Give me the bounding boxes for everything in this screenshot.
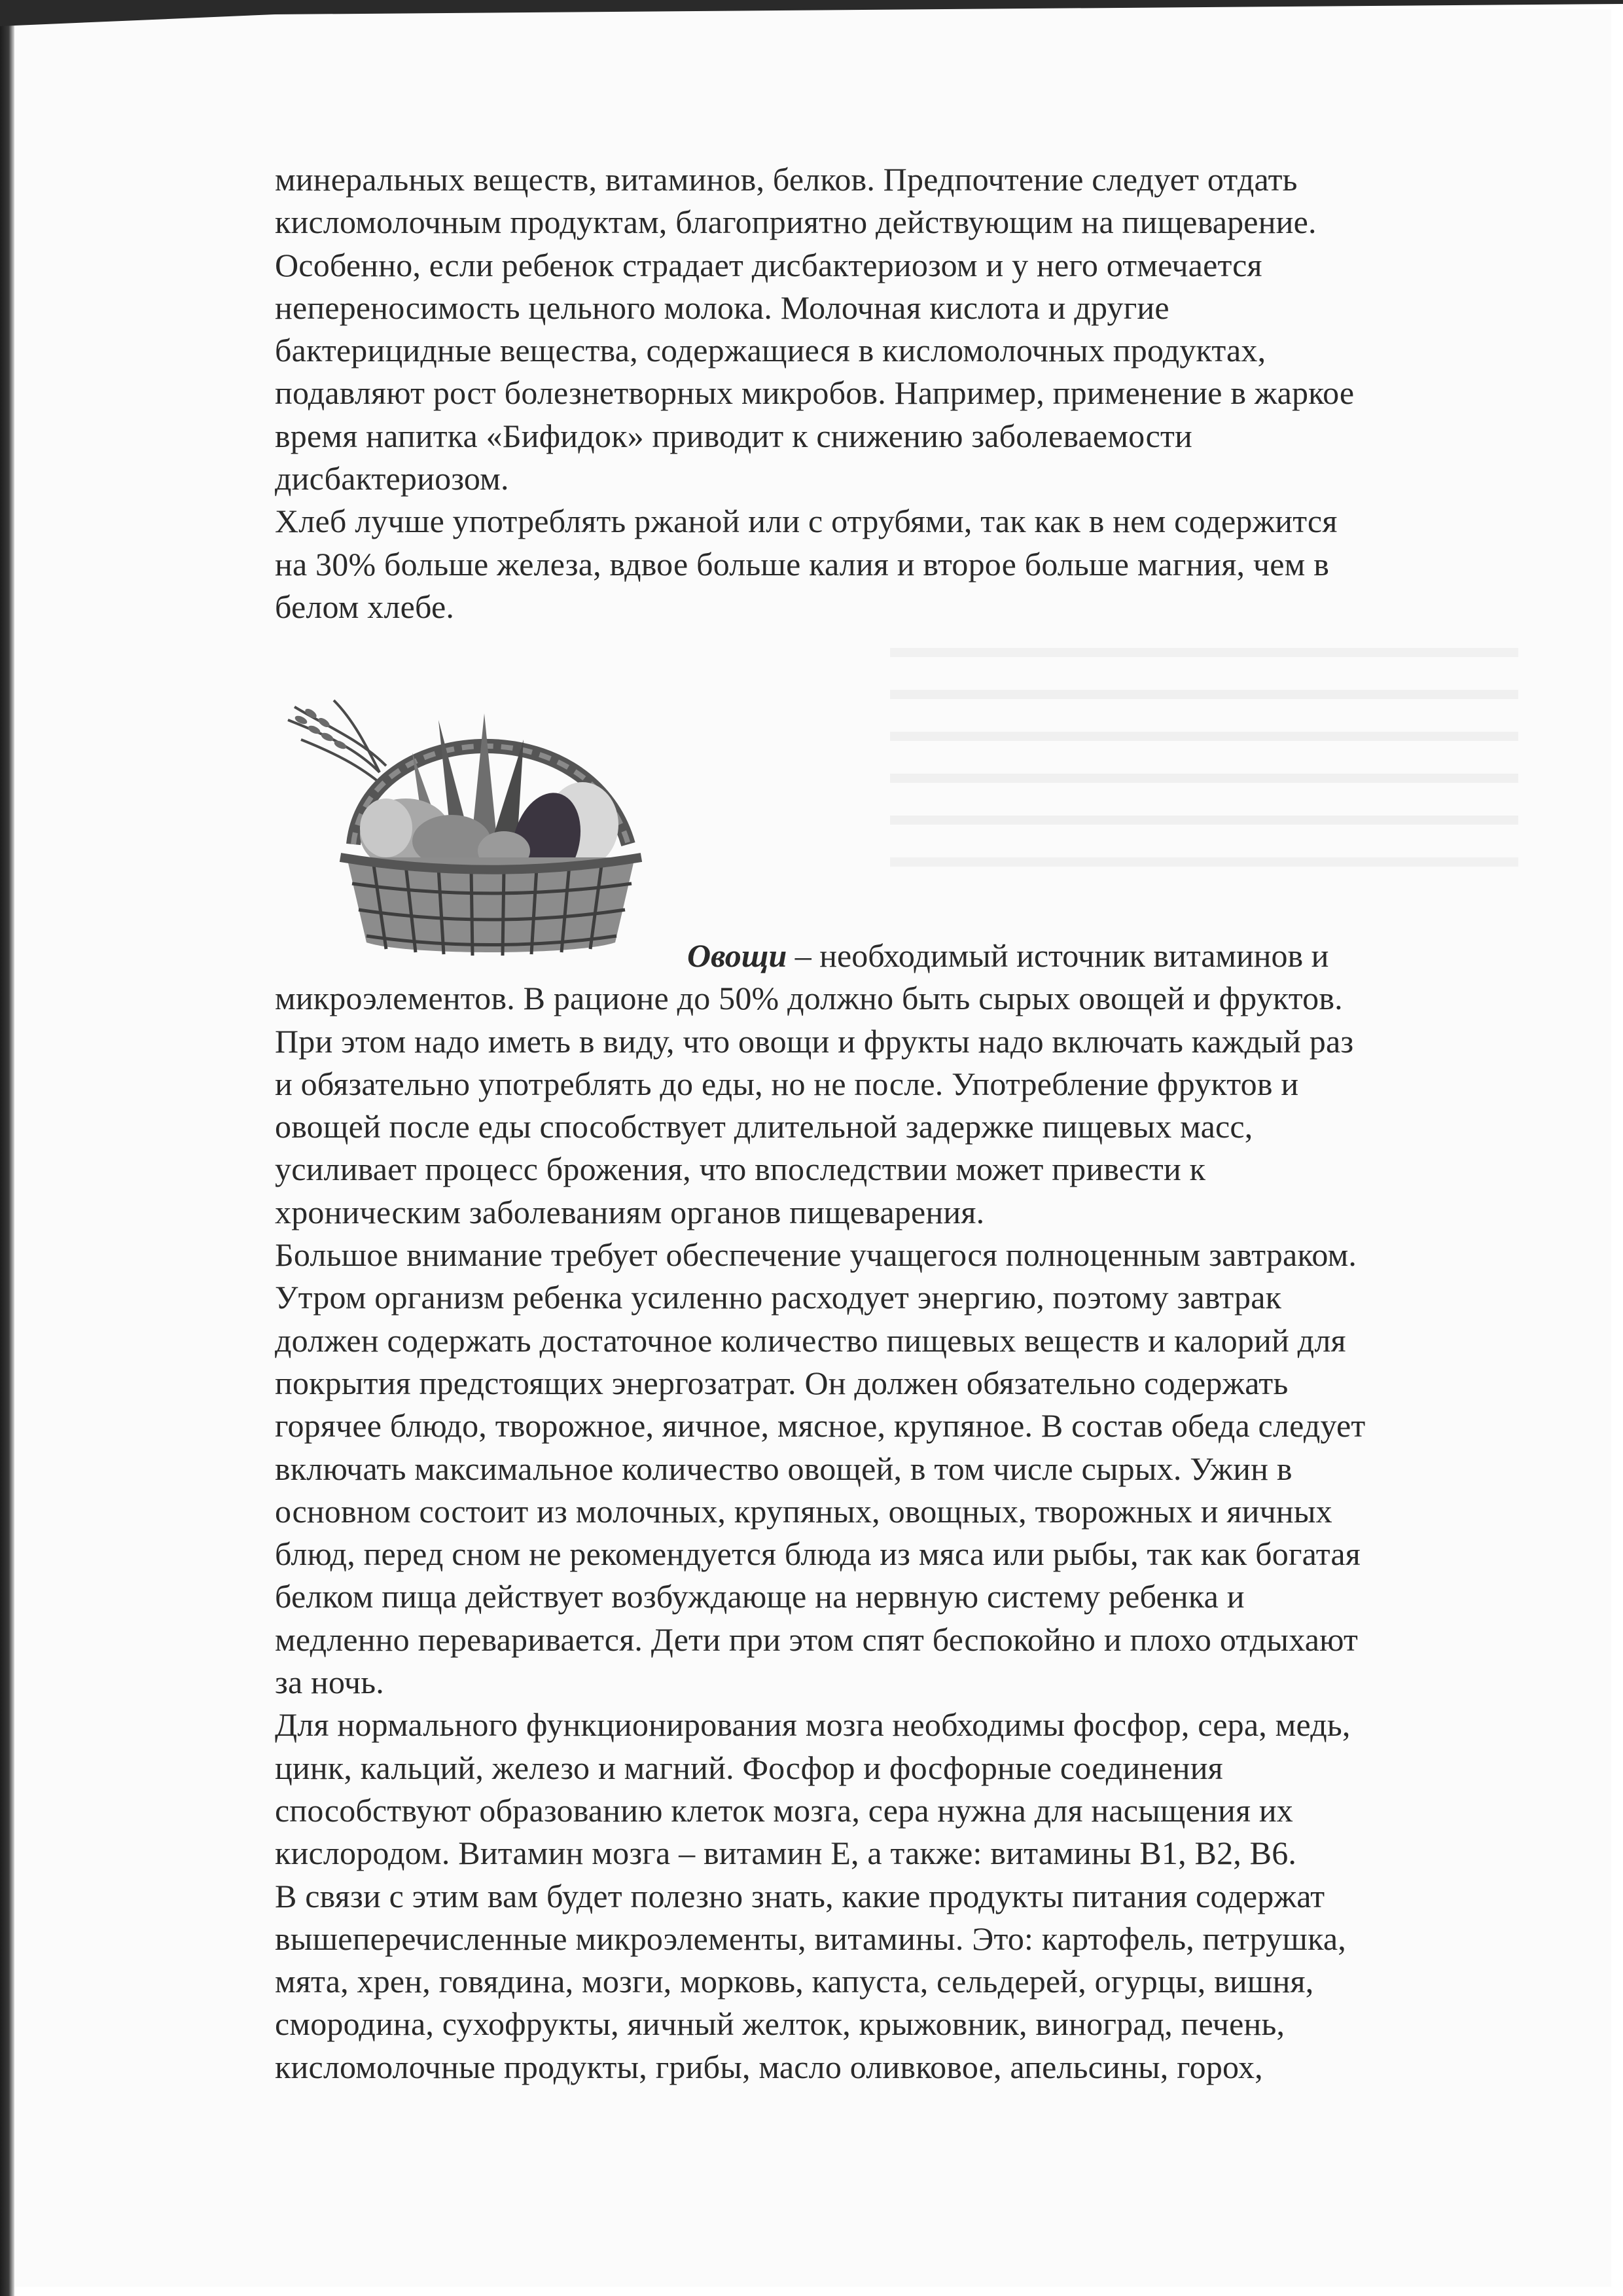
text-line: покрытия предстоящих энергозатрат. Он должен обязательно содержать (275, 1364, 1289, 1401)
text-line: усиливает процесс брожения, что впоследствии может привести к (275, 1151, 1206, 1188)
text-line: за ночь. (275, 1664, 384, 1701)
text-line: время напитка «Бифидок» приводит к снижению заболеваемости (275, 417, 1193, 454)
text-line: на 30% больше железа, вдвое больше калия и второе больше магния, чем в (275, 545, 1330, 583)
text-line: хроническим заболеваниям органов пищеварения. (275, 1193, 985, 1230)
text-line: Утром организм ребенка усиленно расходует энергию, поэтому завтрак (275, 1279, 1282, 1316)
text-line: овощей после еды способствует длительной задержке пищевых масс, (275, 1108, 1253, 1145)
text-line: Особенно, если ребенок страдает дисбактериозом и у него отмечается (275, 246, 1262, 283)
text-line: белком пища действует возбуждающе на нервную систему ребенка и (275, 1578, 1245, 1615)
text-line: блюд, перед сном не рекомендуется блюда из мяса или рыбы, так как богатая (275, 1535, 1361, 1573)
scanner-top-edge (0, 0, 1623, 26)
text-line: минеральных веществ, витаминов, белков. Предпочтение следует отдать (275, 161, 1298, 198)
text-line: основном состоит из молочных, крупяных, овощных, творожных и яичных (275, 1492, 1332, 1530)
text-line: должен содержать достаточное количество пищевых веществ и калорий для (275, 1321, 1346, 1359)
vegetables-lead-text: – необходимый источник витаминов и (787, 937, 1329, 974)
text-line: медленно переваривается. Дети при этом спят беспокойно и плохо отдыхают (275, 1621, 1359, 1658)
text-line: кисломолочные продукты, грибы, масло оливковое, апельсины, горох, (275, 2048, 1263, 2085)
text-line: непереносимость цельного молока. Молочная кислота и другие (275, 289, 1169, 326)
text-line: мята, хрен, говядина, мозги, морковь, капуста, сельдерей, огурцы, вишня, (275, 1963, 1314, 2000)
text-line: дисбактериозом. (275, 460, 509, 497)
text-line: кисломолочным продуктам, благоприятно действующим на пищеварение. (275, 204, 1317, 241)
text-line: белом хлебе. (275, 588, 455, 625)
text-line: вышеперечисленные микроэлементы, витамины. Это: картофель, петрушка, (275, 1920, 1346, 1957)
bleed-through-text (890, 648, 1518, 884)
vegetable-basket-icon (275, 694, 694, 969)
text-line: Большое внимание требует обеспечение учащегося полноценным завтраком. (275, 1236, 1357, 1274)
scanner-left-edge (0, 0, 14, 2296)
text-line: В связи с этим вам будет полезно знать, какие продукты питания содержат (275, 1877, 1325, 1914)
text-line: горячее блюдо, творожное, яичное, мясное, крупяное. В состав обеда следует (275, 1407, 1366, 1444)
text-line: микроэлементов. В рационе до 50% должно быть сырых овощей и фруктов. (275, 980, 1343, 1017)
text-line: смородина, сухофрукты, яичный желток, крыжовник, виноград, печень, (275, 2005, 1285, 2043)
text-line: способствуют образованию клеток мозга, сера нужна для насыщения их (275, 1791, 1293, 1829)
text-line: Для нормального функционирования мозга необходимы фосфор, сера, медь, (275, 1706, 1351, 1744)
text-line: Хлеб лучше употреблять ржаной или с отрубями, так как в нем содержится (275, 503, 1338, 540)
text-line: включать максимальное количество овощей, в том числе сырых. Ужин в (275, 1450, 1293, 1487)
vegetable-basket-illustration (275, 694, 694, 969)
text-line: При этом надо иметь в виду, что овощи и фрукты надо включать каждый раз (275, 1022, 1354, 1060)
scanner-top-edge-shape (0, 0, 1623, 26)
text-block-bottom (275, 935, 1551, 2089)
text-line: и обязательно употреблять до еды, но не после. Употребление фруктов и (275, 1065, 1299, 1102)
text-line-spacer (275, 935, 1551, 977)
vegetables-heading: Овощи (687, 937, 787, 974)
text-block-top (275, 158, 1551, 628)
text-line: бактерицидные вещества, содержащиеся в кисломолочных продуктах, (275, 332, 1266, 369)
text-line: цинк, кальций, железо и магний. Фосфор и фосфорные соединения (275, 1749, 1223, 1786)
text-line: подавляют рост болезнетворных микробов. Например, применение в жаркое (275, 374, 1355, 412)
text-line: кислородом. Витамин мозга – витамин Е, а также: витамины В1, В2, В6. (275, 1835, 1297, 1872)
